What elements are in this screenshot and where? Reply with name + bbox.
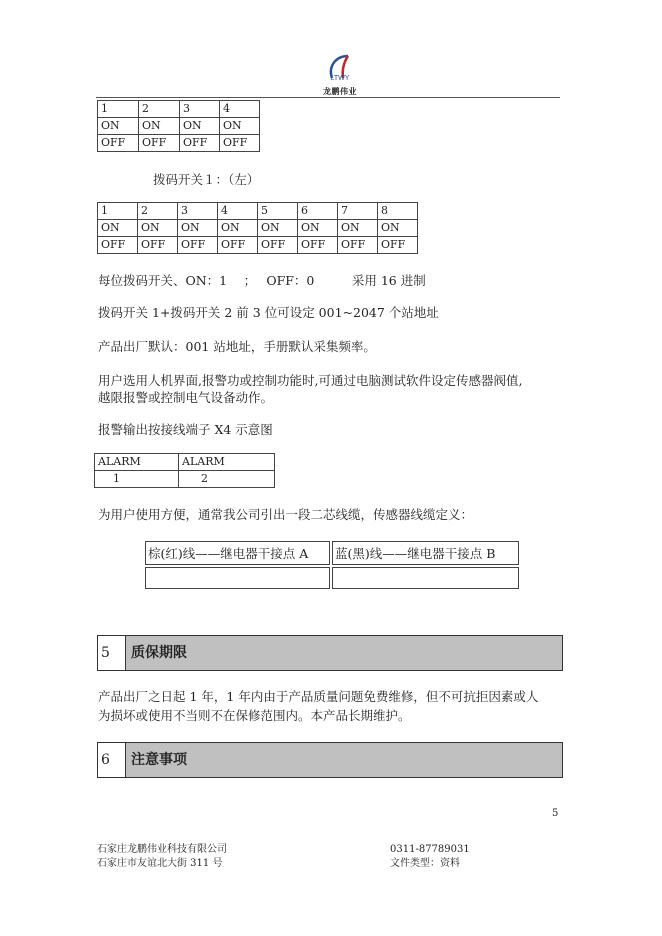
logo-caption: 龙鹏伟业 [323, 86, 357, 96]
footer-company: 石家庄龙鹏伟业科技有限公司 [97, 844, 227, 855]
table-cell: OFF [298, 237, 338, 254]
table-cell: 3 [178, 203, 218, 220]
table-cell: OFF [178, 237, 218, 254]
table-cell: ON [178, 220, 218, 237]
section-6-heading [97, 742, 563, 778]
table-cell: ON [338, 220, 378, 237]
table-cell: 5 [258, 203, 298, 220]
section-title: 注意事项 [126, 743, 562, 777]
table-cell: 蓝(黑)线——继电器干接点 B [332, 541, 519, 565]
table-cell: OFF [138, 237, 178, 254]
dip-switch-encoding-text: 每位拨码开关、ON：1 ； OFF：0 采用 16 进制 [98, 273, 426, 288]
table-cell: ON [139, 118, 180, 135]
table-cell: 棕(红)线——继电器干接点 A [145, 541, 330, 565]
table-cell: ON [98, 118, 139, 135]
table-cell: ON [298, 220, 338, 237]
table-row [95, 471, 275, 488]
threshold-setting-line2: 越限报警或控制电气设备动作。 [98, 390, 274, 405]
table-cell: 2 [138, 203, 178, 220]
table-cell: 1 [98, 101, 139, 118]
section-5-heading [97, 635, 563, 671]
alarm-terminal-table [94, 453, 275, 488]
factory-default-text: 产品出厂默认：001 站地址，手册默认采集频率。 [98, 339, 376, 354]
footer-left [97, 843, 227, 871]
station-address-range-text: 拨码开关 1+拨码开关 2 前 3 位可设定 001~2047 个站地址 [98, 305, 439, 320]
table-cell: 2 [139, 101, 180, 118]
table-row [145, 567, 519, 589]
footer-phone: 0311-87789031 [390, 844, 470, 855]
table-row [98, 237, 418, 254]
table-cell: 1 [98, 203, 138, 220]
table-cell: 7 [338, 203, 378, 220]
table-row [98, 101, 260, 118]
alarm-wiring-caption: 报警输出按接线端子 X4 示意图 [98, 422, 273, 437]
header-divider [96, 97, 560, 98]
table-row [98, 203, 418, 220]
section-number: 6 [98, 743, 126, 777]
logo-text: LTWY [330, 75, 350, 82]
table-cell: OFF [258, 237, 298, 254]
table-cell: OFF [98, 237, 138, 254]
table-cell: 1 [95, 471, 179, 488]
table-cell [145, 567, 330, 589]
table-cell: 4 [218, 203, 258, 220]
table-row [145, 541, 519, 565]
warranty-line2: 为损坏或使用不当则不在保修范围内。本产品长期维护。 [98, 708, 411, 723]
table-cell: OFF [139, 135, 180, 152]
table-cell: OFF [338, 237, 378, 254]
footer-address: 石家庄市友谊北大街 311 号 [97, 858, 223, 869]
section-title: 质保期限 [126, 636, 562, 670]
table-row [95, 454, 275, 471]
table-cell: ON [258, 220, 298, 237]
table-cell: ON [218, 220, 258, 237]
table-cell: ALARM [179, 454, 275, 471]
table-cell: OFF [218, 237, 258, 254]
table-cell: OFF [98, 135, 139, 152]
table-row [98, 135, 260, 152]
table-cell: 6 [298, 203, 338, 220]
footer-right [390, 843, 470, 871]
table-cell: 4 [220, 101, 260, 118]
table-cell: 8 [378, 203, 418, 220]
table-row [98, 118, 260, 135]
table-cell: ON [98, 220, 138, 237]
switch2-table [97, 100, 260, 152]
page-number: 5 [552, 808, 559, 819]
switch1-caption: 拨码开关１：（左） [153, 172, 260, 187]
table-cell: OFF [378, 237, 418, 254]
table-cell: ALARM [95, 454, 179, 471]
table-cell: OFF [180, 135, 220, 152]
warranty-line1: 产品出厂之日起 1 年，1 年内由于产品质量问题免费维修，但不可抗拒因素或人 [98, 689, 539, 704]
table-cell: ON [180, 118, 220, 135]
table-row [98, 220, 418, 237]
table-cell: 3 [180, 101, 220, 118]
table-cell: OFF [220, 135, 260, 152]
footer-doc-type: 文件类型：资料 [390, 858, 460, 869]
table-cell: ON [220, 118, 260, 135]
table-cell: ON [378, 220, 418, 237]
cable-definition-table [143, 539, 521, 591]
threshold-setting-line1: 用户选用人机界面,报警功或控制功能时,可通过电脑测试软件设定传感器阀值, [98, 373, 523, 388]
table-cell: ON [138, 220, 178, 237]
section-number: 5 [98, 636, 126, 670]
table-cell: 2 [179, 471, 275, 488]
cable-definition-text: 为用户使用方便，通常我公司引出一段二芯线缆，传感器线缆定义： [98, 507, 474, 522]
table-cell [332, 567, 519, 589]
switch1-table [97, 202, 418, 254]
